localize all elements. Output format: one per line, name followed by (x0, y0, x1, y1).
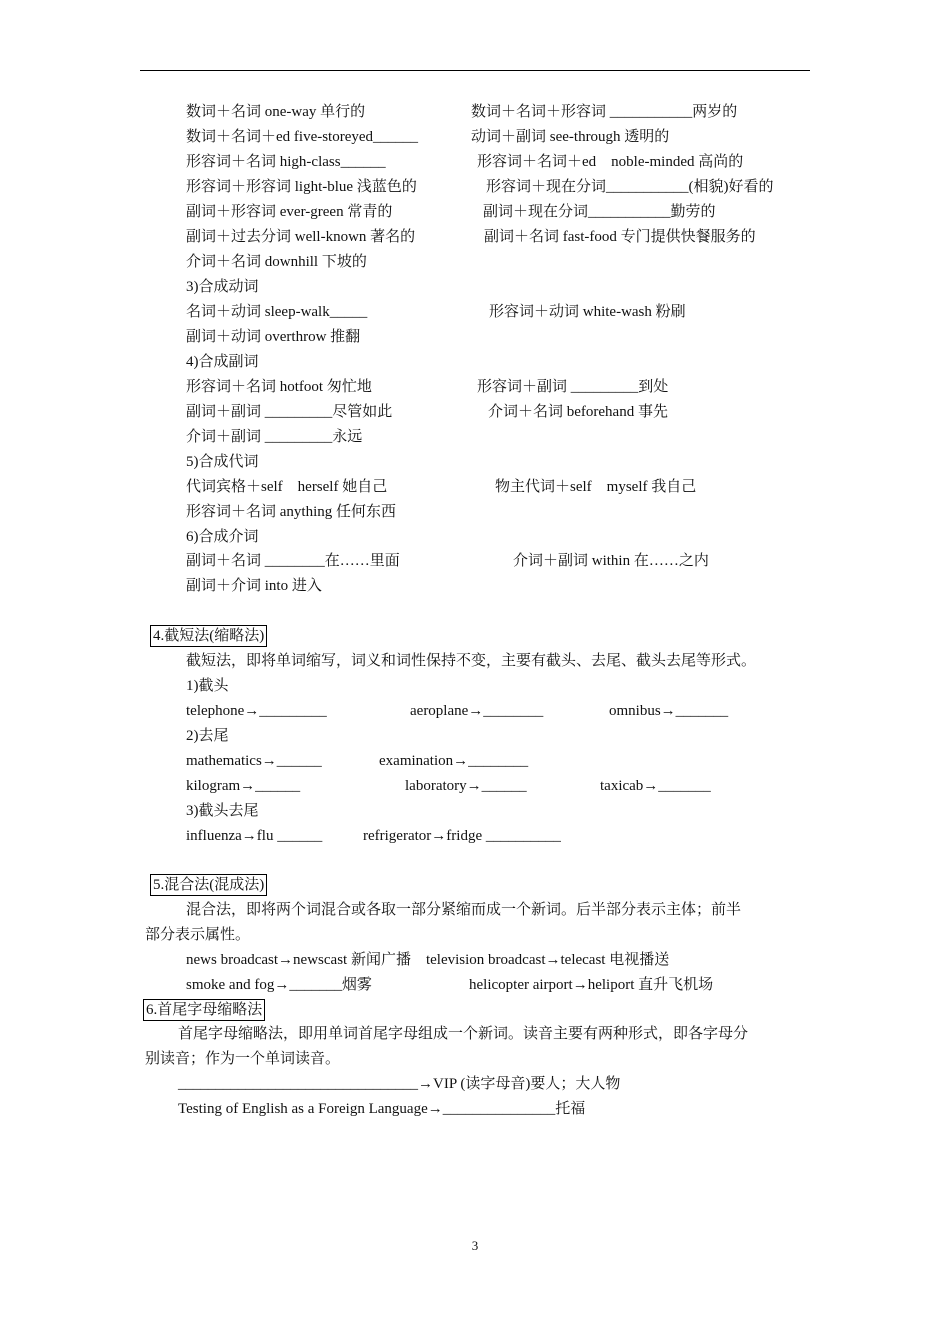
blending-example: news broadcast→newscast 新闻广播 television broadcast→telecast 电视播送 (186, 952, 670, 968)
blending-intro: 混合法，即将两个词混合或各取一部分紧缩而成一个新词。后半部分表示主体；前半 (186, 902, 742, 918)
section-heading-clipping (150, 625, 267, 647)
compound-line: 形容词＋名词 hotfoot 匆忙地 (186, 379, 372, 395)
section-heading-blending (150, 874, 267, 896)
clipping-exercise: aeroplane→________ (410, 703, 544, 719)
compound-line: 形容词＋名词 anything 任何东西 (186, 504, 396, 520)
acronym-intro: 首尾字母缩略法，即用单词首尾字母组成一个新词。读音主要有两种形式，即各字母分 (178, 1026, 749, 1042)
clipping-exercise: refrigerator→fridge __________ (363, 828, 561, 844)
subheading-compound-preposition: 6)合成介词 (186, 529, 259, 545)
clipping-exercise: taxicab→_______ (600, 778, 711, 794)
clipping-exercise: examination→________ (379, 753, 529, 769)
blending-example: helicopter airport→heliport 直升飞机场 (469, 977, 714, 993)
compound-line: 名词＋动词 sleep-walk_____ (186, 304, 368, 320)
compound-line: 介词＋副词 _________永远 (186, 429, 363, 445)
compound-line: 副词＋现在分词___________勤劳的 (483, 204, 716, 220)
blending-intro: 部分表示属性。 (145, 927, 251, 943)
clipping-exercise: influenza→flu ______ (186, 828, 323, 844)
page-number: 3 (471, 1238, 479, 1253)
compound-line: 形容词＋形容词 light-blue 浅蓝色的 (186, 179, 417, 195)
compound-line: 形容词＋名词 high-class______ (186, 154, 386, 170)
compound-line: 介词＋名词 downhill 下坡的 (186, 254, 367, 270)
clipping-intro: 截短法，即将单词缩写，词义和词性保持不变，主要有截头、去尾、截头去尾等形式。 (186, 653, 757, 669)
acronym-intro: 别读音；作为一个单词读音。 (145, 1051, 341, 1067)
compound-line: 介词＋名词 beforehand 事先 (488, 404, 668, 420)
compound-line: 数词＋名词＋ed five-storeyed______ (186, 129, 419, 145)
compound-line: 副词＋动词 overthrow 推翻 (186, 329, 361, 345)
clipping-exercise: laboratory→______ (405, 778, 527, 794)
clipping-exercise: mathematics→______ (186, 753, 322, 769)
compound-line: 副词＋名词 ________在……里面 (186, 553, 400, 569)
compound-line: 物主代词＋self myself 我自己 (495, 479, 697, 495)
compound-line: 数词＋名词 one-way 单行的 (186, 104, 366, 120)
clipping-exercise: omnibus→_______ (609, 703, 729, 719)
section-heading-text: 6.首尾字母缩略法 (143, 999, 265, 1021)
compound-line: 介词＋副词 within 在……之内 (513, 553, 709, 569)
compound-line: 副词＋过去分词 well-known 著名的 (186, 229, 416, 245)
compound-line: 形容词＋现在分词___________(相貌)好看的 (486, 179, 774, 195)
clipping-exercise: telephone→_________ (186, 703, 327, 719)
compound-line: 副词＋名词 fast-food 专门提供快餐服务的 (484, 229, 756, 245)
subheading-compound-adverb: 4)合成副词 (186, 354, 259, 370)
header-rule (140, 70, 810, 71)
acronym-example: ________________________________→VIP (读字母音)要人；大人物 (178, 1076, 621, 1092)
compound-line: 数词＋名词＋形容词 ___________两岁的 (471, 104, 738, 120)
section-heading-text: 4.截短法(缩略法) (150, 625, 267, 647)
compound-line: 动词＋副词 see-through 透明的 (471, 129, 670, 145)
clipping-subheading: 2)去尾 (186, 728, 229, 744)
blending-example: smoke and fog→_______烟雾 (186, 977, 372, 993)
compound-line: 副词＋形容词 ever-green 常青的 (186, 204, 393, 220)
section-heading-acronym (143, 999, 265, 1021)
subheading-compound-pronoun: 5)合成代词 (186, 454, 259, 470)
compound-line: 副词＋介词 into 进入 (186, 578, 322, 594)
compound-line: 代词宾格＋self herself 她自己 (186, 479, 388, 495)
compound-line: 形容词＋副词 _________到处 (477, 379, 669, 395)
clipping-exercise: kilogram→______ (186, 778, 301, 794)
section-heading-text: 5.混合法(混成法) (150, 874, 267, 896)
subheading-compound-verb: 3)合成动词 (186, 279, 259, 295)
compound-line: 形容词＋名词＋ed noble-minded 高尚的 (477, 154, 744, 170)
compound-line: 副词＋副词 _________尽管如此 (186, 404, 393, 420)
acronym-example: Testing of English as a Foreign Language→_______________托福 (178, 1101, 586, 1117)
clipping-subheading: 3)截头去尾 (186, 803, 259, 819)
clipping-subheading: 1)截头 (186, 678, 229, 694)
compound-line: 形容词＋动词 white-wash 粉刷 (489, 304, 686, 320)
